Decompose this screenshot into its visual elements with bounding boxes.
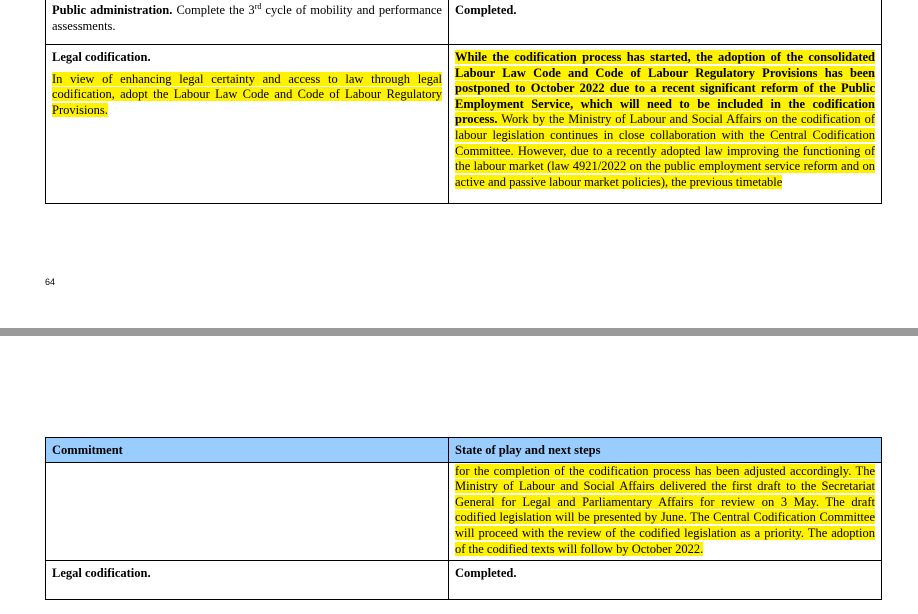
commitment-title: Legal codification. — [52, 50, 151, 64]
status-text-highlighted: Work by the Ministry of Labour and Social Affairs on the codification of labour legislation continues in close collaboration with the Central Codification Committee. However, due to a recently adopted law improving the functioning of the labour market (law 4921/2022 on the public employment service reform and on active and passive labour market policies), the previous timetable — [455, 112, 875, 189]
commitment-title: Public administration. — [52, 3, 173, 17]
page-number: 64 — [45, 277, 56, 287]
status-text-highlighted: for the completion of the codification process has been adjusted accordingly. The Ministry of Labour and Social Affairs delivered the first draft to the Secretariat General for Legal and Parliamentary Affairs for review on 3 May. The draft codified legislation will be presented by June. The Central Codification Committee will proceed with the review of the codified legislation as a priority. The adoption of the codified texts will follow by October 2022. — [455, 463, 875, 556]
status-cell — [449, 45, 882, 204]
table-row — [46, 0, 882, 45]
commitment-text: Complete the 3 — [172, 3, 255, 17]
column-header-commitment: Commitment — [46, 438, 449, 463]
ordinal-suffix: rd — [254, 1, 262, 11]
commitment-text-continued: cycle of mobility and performance assessments. — [52, 3, 442, 33]
commitment-cell — [46, 45, 449, 204]
table-header-row — [46, 438, 882, 463]
document-page-lower — [0, 337, 918, 614]
column-header-state-of-play: State of play and next steps — [449, 438, 882, 463]
table-row — [46, 45, 882, 204]
commitment-cell-empty — [46, 462, 449, 561]
page-separator — [0, 328, 918, 336]
status-cell — [449, 561, 882, 600]
commitment-cell — [46, 561, 449, 600]
commitment-text-highlighted: In view of enhancing legal certainty and access to law through legal codification, adopt the Labour Law Code and Code of Labour Regulatory Provisions. — [52, 71, 442, 117]
status-text: Completed. — [455, 3, 517, 17]
status-cell — [449, 462, 882, 561]
table-row — [46, 561, 882, 600]
commitment-cell — [46, 0, 449, 45]
status-cell — [449, 0, 882, 45]
commitments-table-upper — [45, 0, 882, 204]
table-row — [46, 462, 882, 561]
commitment-title: Legal codification. — [52, 566, 151, 581]
status-text-bold-highlighted: While the codification process has started, the adoption of the consolidated Labour Law Code and Code of Labour Regulatory Provisions has been postponed to October 2022 due to a recent significant reform of the Public Employment Service, which will need to be included in the codification process. — [455, 50, 875, 127]
commitments-table-lower — [45, 437, 882, 600]
status-text: Completed. — [455, 566, 517, 581]
